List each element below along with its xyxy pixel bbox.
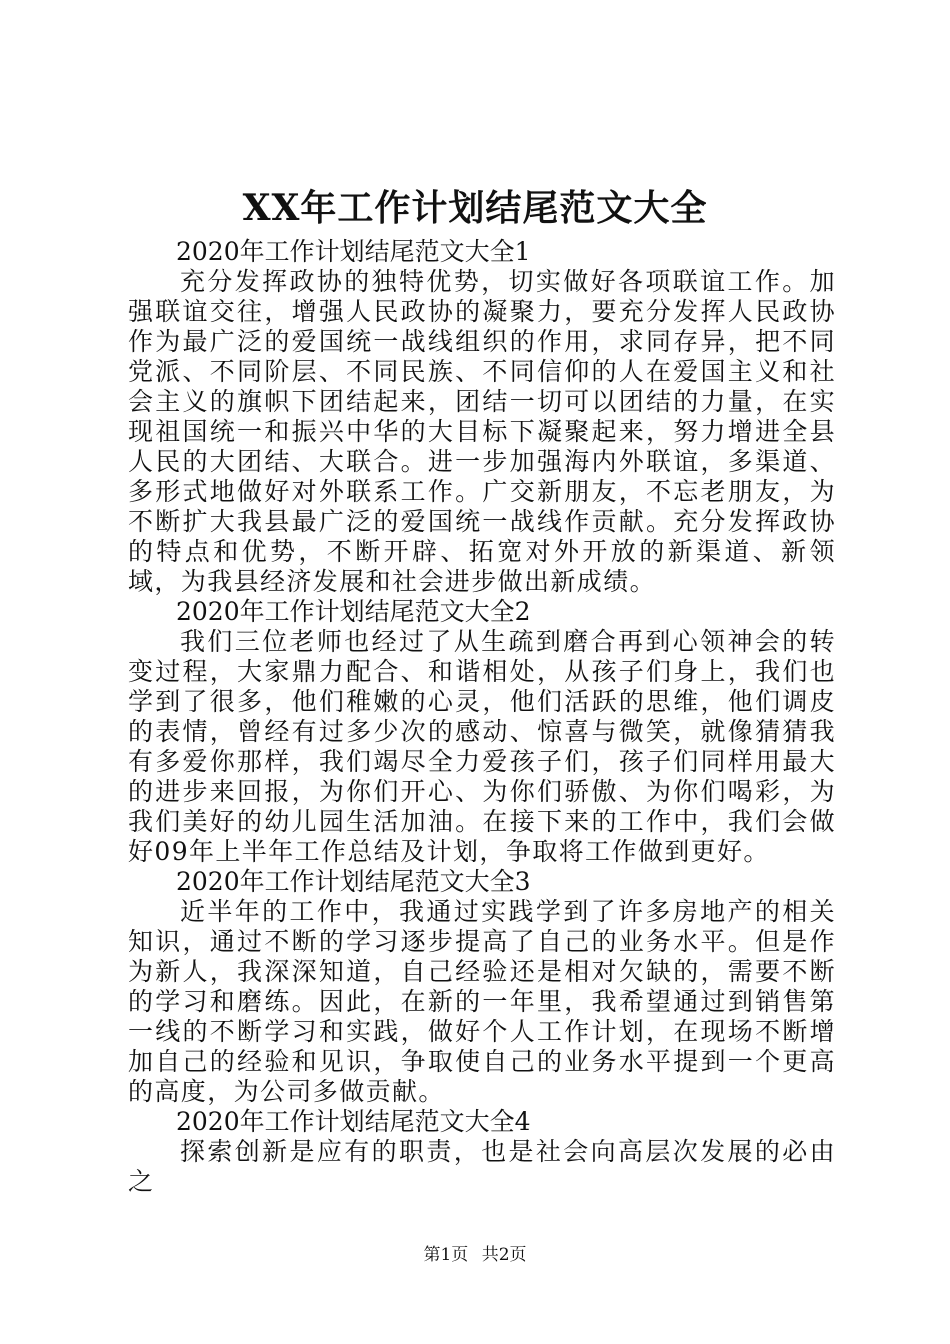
page-number-total: 共2页 — [481, 1245, 527, 1265]
document-title: XX年工作计划结尾范文大全 — [242, 187, 708, 229]
document-body — [128, 237, 836, 1197]
section-heading-1: 2020年工作计划结尾范文大全1 — [176, 237, 531, 266]
section-heading-2: 2020年工作计划结尾范文大全2 — [176, 597, 531, 626]
section-paragraph-1: 充分发挥政协的独特优势，切实做好各项联谊工作。加强联谊交往，增强人民政协的凝聚力，要充分发挥人民政协作为最广泛的爱国统一战线组织的作用，求同存异，把不同党派、不同阶层、不同民族、不同信仰的人在爱国主义和社会主义的旗帜下团结起来，团结一切可以团结的力量，在实现祖国统一和振兴中华的大目标下凝聚起来，努力增进全县人民的大团结、大联合。进一步加强海内外联谊，多渠道、多形式地做好对外联系工作。广交新朋友，不忘老朋友，为不断扩大我县最广泛的爱国统一战线作贡献。充分发挥政协的特点和优势，不断开辟、拓宽对外开放的新渠道、新领域，为我县经济发展和社会进步做出新成绩。 — [128, 267, 836, 596]
section-paragraph-2: 我们三位老师也经过了从生疏到磨合再到心领神会的转变过程，大家鼎力配合、和谐相处，从孩子们身上，我们也学到了很多，他们稚嫩的心灵，他们活跃的思维，他们调皮的表情，曾经有过多少次的感动、惊喜与微笑，就像猜猜我有多爱你那样，我们竭尽全力爱孩子们，孩子们同样用最大的进步来回报，为你们开心、为你们骄傲、为你们喝彩，为我们美好的幼儿园生活加油。在接下来的工作中，我们会做好09年上半年工作总结及计划，争取将工作做到更好。 — [128, 627, 836, 866]
page-footer — [0, 1243, 950, 1267]
section-paragraph-3: 近半年的工作中，我通过实践学到了许多房地产的相关知识，通过不断的学习逐步提高了自己的业务水平。但是作为新人，我深深知道，自己经验还是相对欠缺的，需要不断的学习和磨练。因此，在新的一年里，我希望通过到销售第一线的不断学习和实践，做好个人工作计划，在现场不断增加自己的经验和见识，争取使自己的业务水平提到一个更高的高度，为公司多做贡献。 — [128, 897, 836, 1106]
section-paragraph-4: 探索创新是应有的职责，也是社会向高层次发展的必由之 — [128, 1137, 836, 1196]
section-heading-4: 2020年工作计划结尾范文大全4 — [176, 1107, 531, 1136]
page-number-current: 第1页 — [423, 1245, 469, 1265]
section-heading-3: 2020年工作计划结尾范文大全3 — [176, 867, 531, 896]
